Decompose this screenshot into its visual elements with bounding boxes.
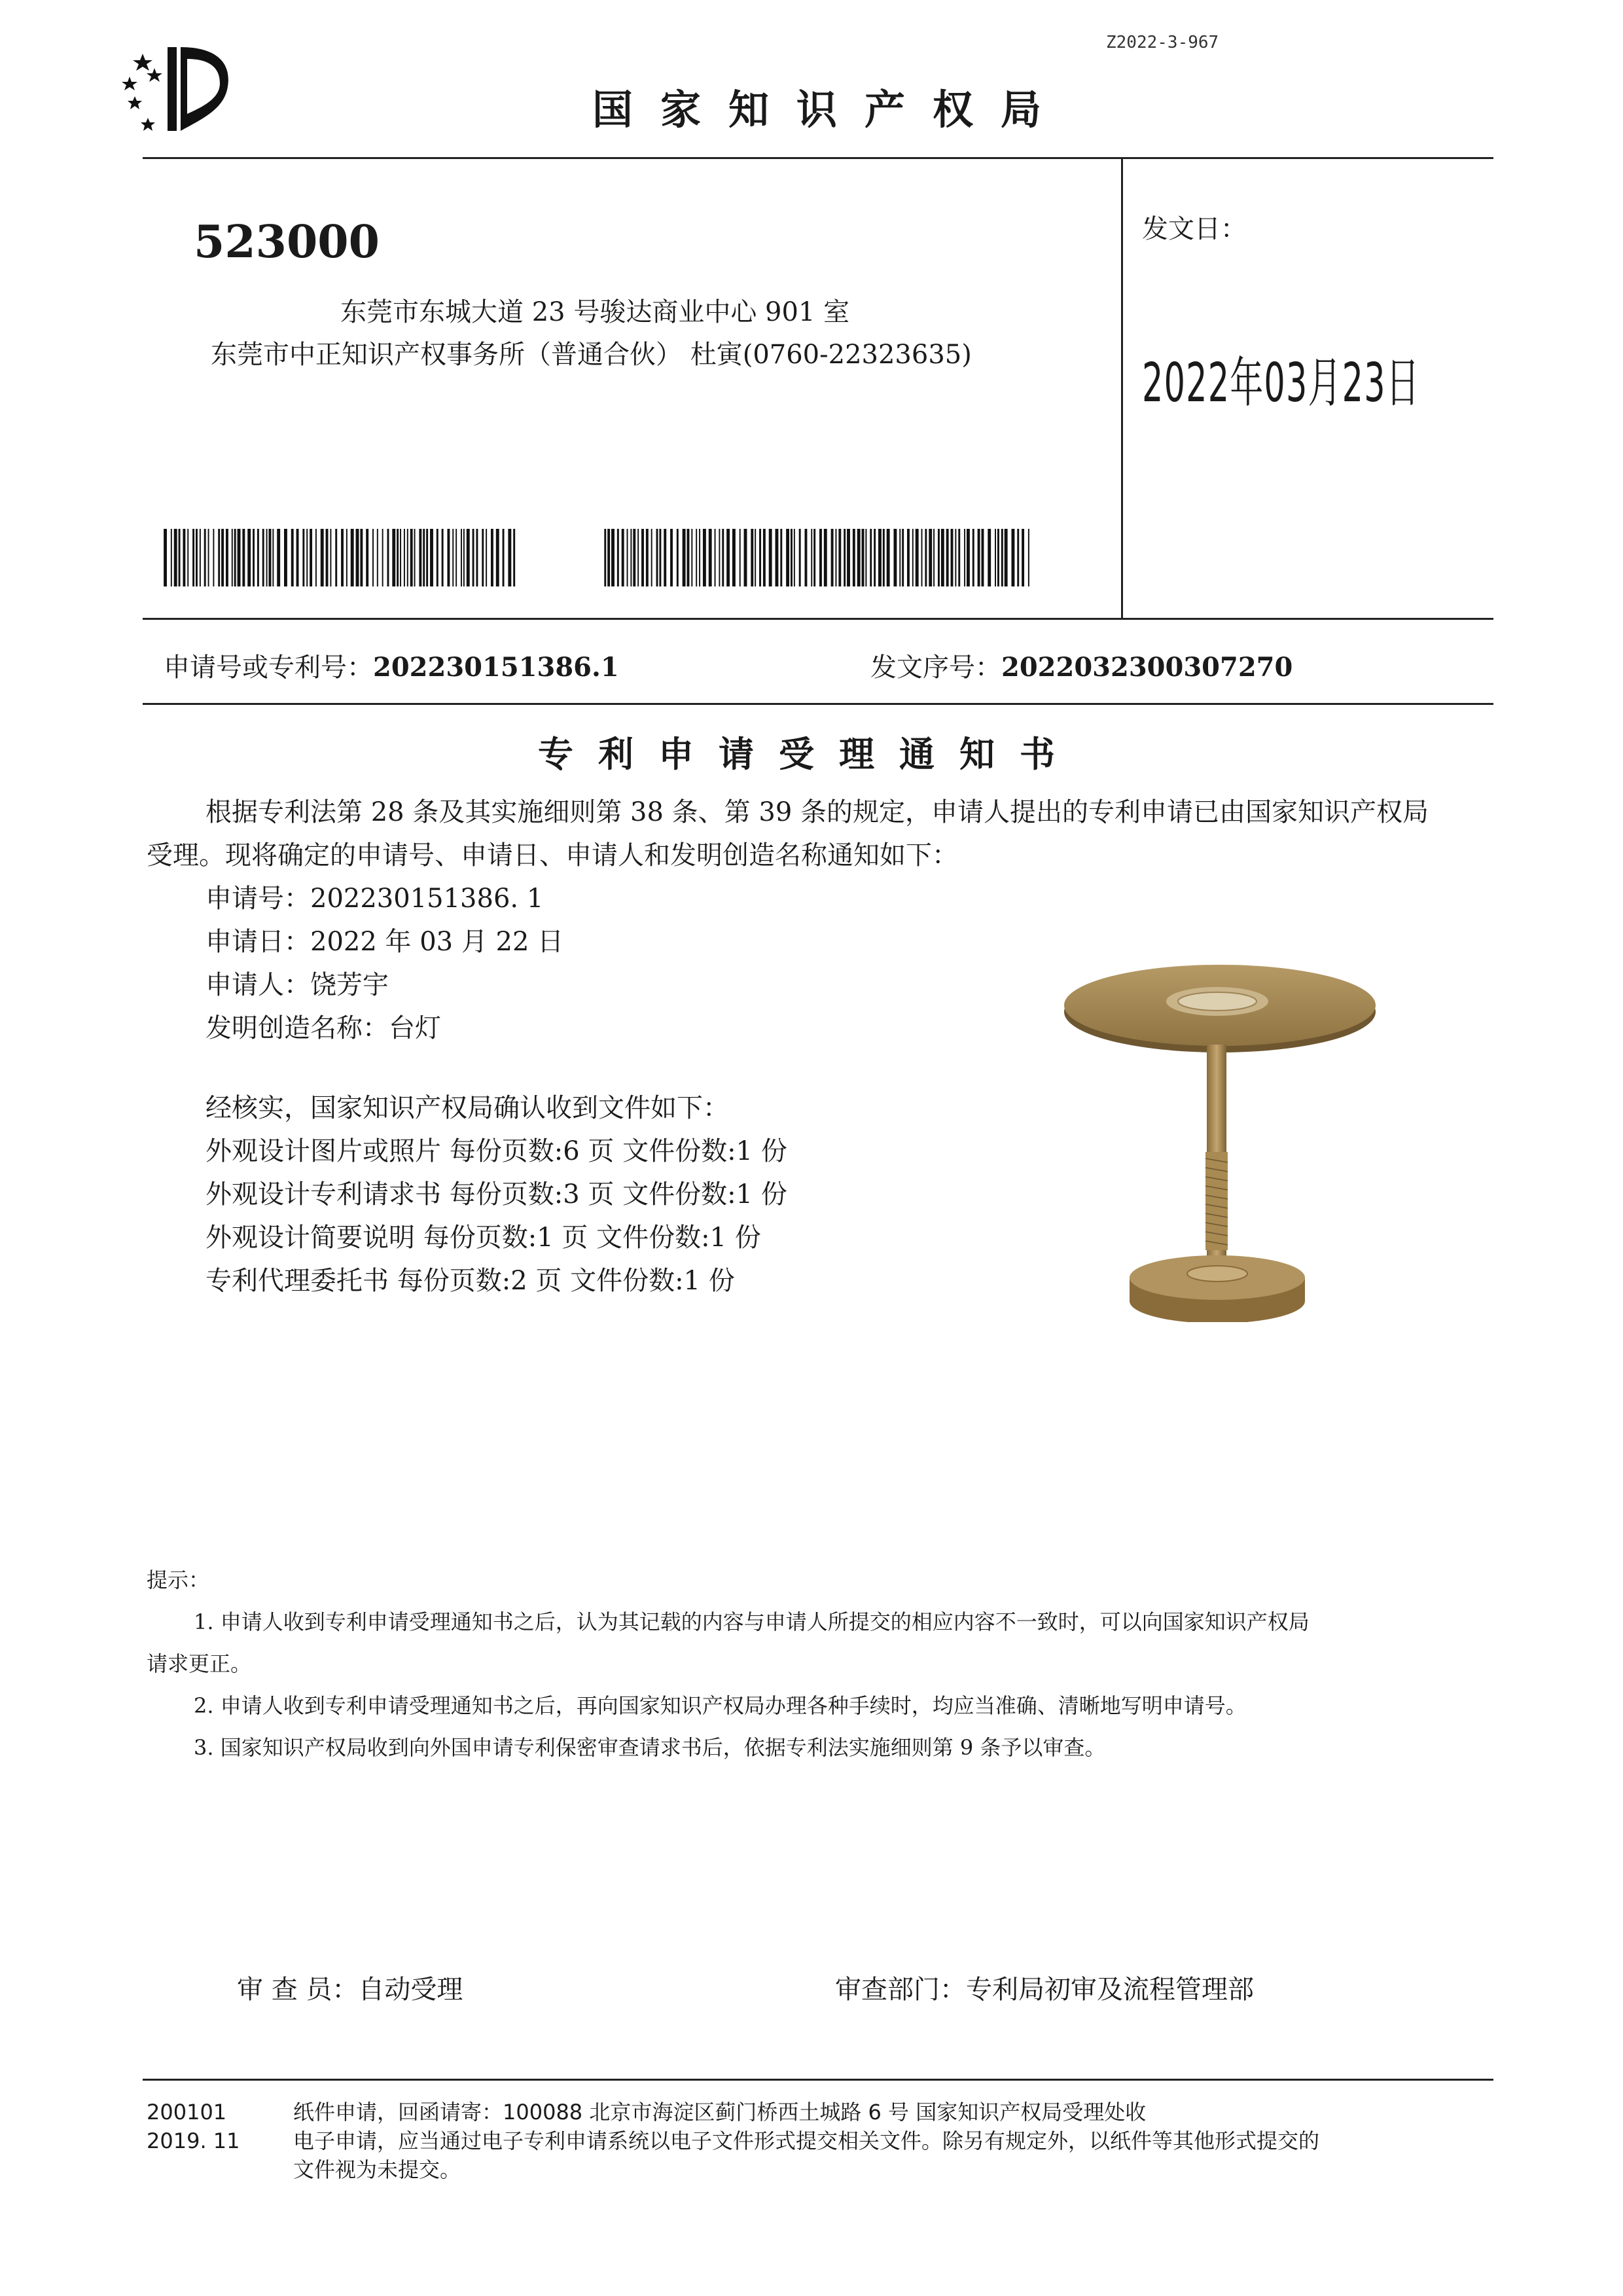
file-item: 外观设计专利请求书 每份页数:3 页 文件份数:1 份 bbox=[205, 1179, 787, 1210]
table-lamp-photo bbox=[1054, 890, 1394, 1322]
tip-item: 1. 申请人收到专利申请受理通知书之后，认为其记载的内容与申请人所提交的相应内容不一致时，可以向国家知识产权局 bbox=[194, 1609, 1310, 1634]
issue-date: 2022年03月23日 bbox=[1142, 352, 1420, 414]
barcode-2 bbox=[599, 529, 1039, 588]
serial-number-row bbox=[870, 647, 1293, 684]
notice-intro-line2: 受理。现将确定的申请号、申请日、申请人和发明创造名称通知如下： bbox=[147, 840, 958, 870]
serial-number-label: 发文序号： bbox=[870, 653, 1001, 683]
numbers-top-divider bbox=[143, 618, 1493, 620]
notice-title: 专利申请受理通知书 bbox=[538, 733, 1080, 775]
examination-department: 审查部门：专利局初审及流程管理部 bbox=[835, 1975, 1254, 2005]
postcode: 523000 bbox=[194, 216, 380, 268]
serial-number: 2022032300307270 bbox=[1001, 652, 1293, 683]
file-item: 外观设计图片或照片 每份页数:6 页 文件份数:1 份 bbox=[205, 1136, 787, 1166]
electronic-submission-note: 电子申请，应当通过电子专利申请系统以电子文件形式提交相关文件。除另有规定外，以纸件等其他形式提交的 bbox=[293, 2128, 1320, 2153]
header-divider bbox=[143, 157, 1493, 159]
file-item: 专利代理委托书 每份页数:2 页 文件份数:1 份 bbox=[205, 1266, 735, 1296]
form-date: 2019. 11 bbox=[147, 2128, 240, 2153]
electronic-submission-note-cont: 文件视为未提交。 bbox=[293, 2157, 461, 2182]
tip-item: 请求更正。 bbox=[147, 1651, 252, 1676]
tip-item: 2. 申请人收到专利申请受理通知书之后，再向国家知识产权局办理各种手续时，均应当准确、清晰地写明申请号。 bbox=[194, 1693, 1247, 1718]
application-number: 202230151386.1 bbox=[373, 652, 619, 683]
office-name: 国家知识产权局 bbox=[592, 86, 1069, 134]
confirmation-text: 经核实，国家知识产权局确认收到文件如下： bbox=[205, 1093, 729, 1123]
cnipa-logo-icon bbox=[116, 41, 241, 132]
recipient-address: 东莞市东城大道 23 号骏达商业中心 901 室 bbox=[340, 297, 850, 327]
document-code: Z2022-3-967 bbox=[1106, 33, 1219, 52]
numbers-bottom-divider bbox=[143, 703, 1493, 705]
invention-name: 发明创造名称：台灯 bbox=[205, 1013, 441, 1043]
application-number-row bbox=[164, 647, 619, 684]
footer-divider bbox=[143, 2079, 1493, 2081]
application-date: 申请日：2022 年 03 月 22 日 bbox=[205, 927, 564, 957]
application-number-detail: 申请号：202230151386. 1 bbox=[205, 884, 544, 914]
barcode-1 bbox=[160, 529, 526, 588]
examiner: 审 查 员：自动受理 bbox=[237, 1975, 463, 2005]
tip-item: 3. 国家知识产权局收到向外国申请专利保密审查请求书后，依据专利法实施细则第 9 条予以审查。 bbox=[194, 1735, 1106, 1760]
application-number-label: 申请号或专利号： bbox=[164, 653, 373, 683]
file-item: 外观设计简要说明 每份页数:1 页 文件份数:1 份 bbox=[205, 1223, 761, 1253]
form-code: 200101 bbox=[147, 2100, 227, 2125]
applicant: 申请人：饶芳宇 bbox=[205, 970, 389, 1000]
date-column-divider bbox=[1121, 157, 1123, 619]
paper-submission-note: 纸件申请，回函请寄：100088 北京市海淀区蓟门桥西土城路 6 号 国家知识产权局受理处收 bbox=[293, 2100, 1147, 2125]
agent-info: 东莞市中正知识产权事务所（普通合伙） 杜寅(0760-22323635) bbox=[211, 340, 972, 370]
tips-heading: 提示： bbox=[147, 1568, 210, 1592]
issue-date-label: 发文日： bbox=[1142, 214, 1247, 244]
notice-intro-line1: 根据专利法第 28 条及其实施细则第 38 条、第 39 条的规定，申请人提出的专利申请已由国家知识产权局 bbox=[205, 797, 1429, 827]
